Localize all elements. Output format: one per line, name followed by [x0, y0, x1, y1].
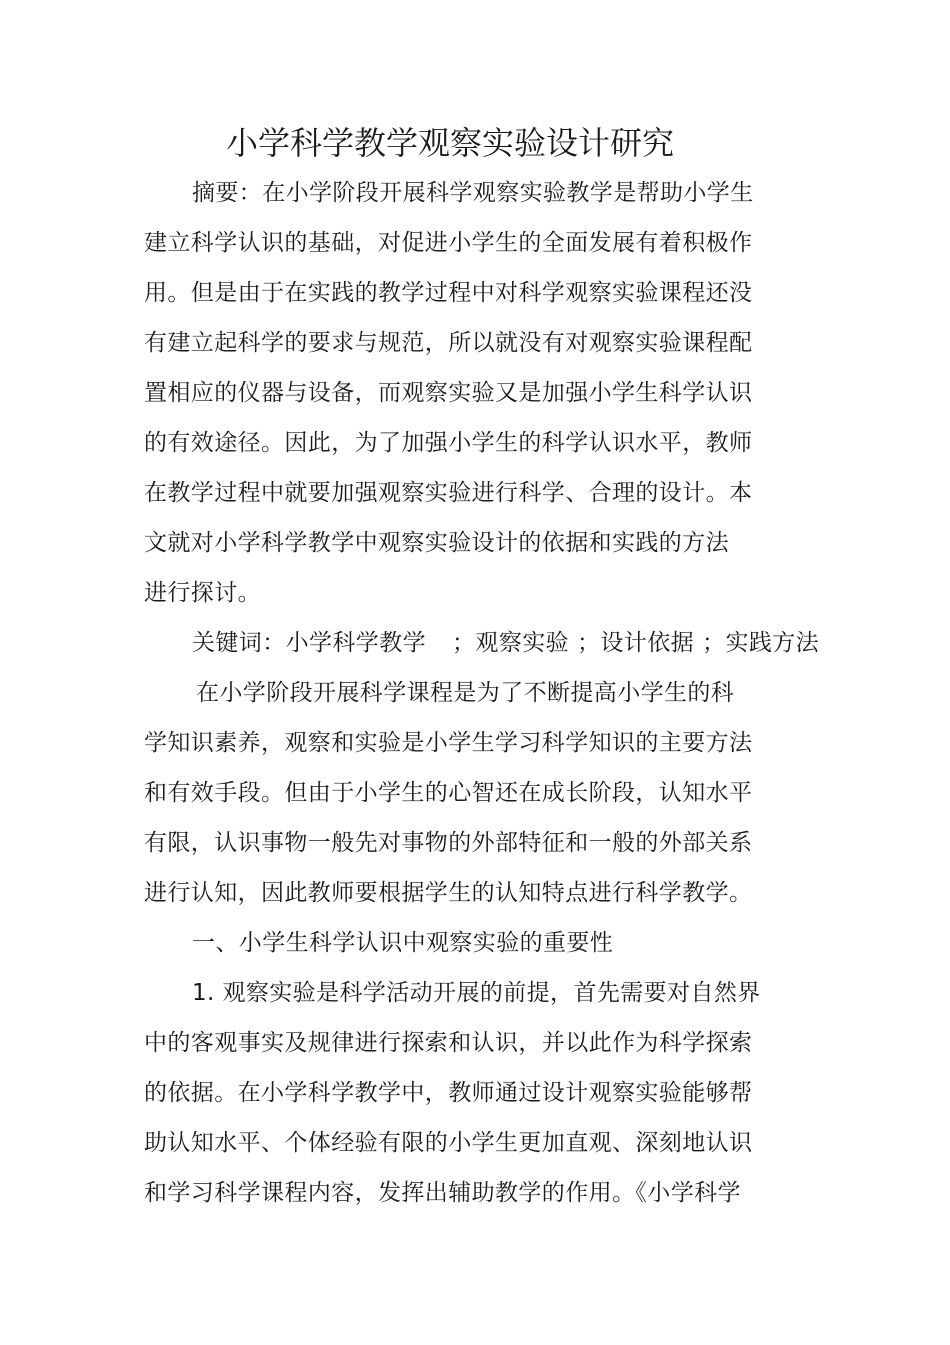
abstract-line: 摘要：在小学阶段开展科学观察实验教学是帮助小学生	[192, 180, 754, 206]
keyword-item: 小学科学教学	[285, 630, 427, 656]
keyword-separator: ；	[702, 630, 726, 656]
body-line: 的依据。在小学科学教学中，教师通过设计观察实验能够帮	[144, 1080, 753, 1106]
keyword-separator: ；	[452, 630, 476, 656]
section-heading: 一、小学生科学认识中观察实验的重要性	[192, 930, 614, 956]
document-title: 小学科学教学观察实验设计研究	[225, 124, 674, 162]
keyword-separator: ；	[577, 630, 601, 656]
keywords-line	[192, 626, 819, 660]
body-line: 和学习科学课程内容，发挥出辅助教学的作用。《小学科学	[144, 1180, 741, 1206]
body-line: 1. 观察实验是科学活动开展的前提，首先需要对自然界	[192, 980, 761, 1006]
abstract-line: 有建立起科学的要求与规范，所以就没有对观察实验课程配	[144, 330, 753, 356]
body-line: 中的客观事实及规律进行探索和认识，并以此作为科学探索	[144, 1030, 753, 1056]
body-line: 在小学阶段开展科学课程是为了不断提高小学生的科	[196, 680, 735, 706]
body-line: 和有效手段。但由于小学生的心智还在成长阶段，认知水平	[144, 780, 753, 806]
keyword-item: 设计依据	[600, 630, 695, 656]
abstract-line: 建立科学认识的基础，对促进小学生的全面发展有着积极作	[144, 230, 753, 256]
body-line: 有限，认识事物一般先对事物的外部特征和一般的外部关系	[144, 830, 753, 856]
abstract-line: 的有效途径。因此，为了加强小学生的科学认识水平，教师	[144, 430, 753, 456]
abstract-line: 进行探讨。	[144, 580, 261, 606]
keywords-label: 关键词：	[192, 630, 286, 656]
body-line: 进行认知，因此教师要根据学生的认知特点进行科学教学。	[144, 880, 753, 906]
abstract-line: 置相应的仪器与设备，而观察实验又是加强小学生科学认识	[144, 380, 753, 406]
body-line: 助认知水平、个体经验有限的小学生更加直观、深刻地认识	[144, 1130, 753, 1156]
body-line: 学知识素养，观察和实验是小学生学习科学知识的主要方法	[144, 730, 753, 756]
abstract-line: 文就对小学科学教学中观察实验设计的依据和实践的方法	[144, 530, 729, 556]
keyword-item: 实践方法	[725, 630, 820, 656]
keyword-item: 观察实验	[475, 630, 570, 656]
abstract-line: 在教学过程中就要加强观察实验进行科学、合理的设计。本	[144, 480, 753, 506]
abstract-line: 用。但是由于在实践的教学过程中对科学观察实验课程还没	[144, 280, 753, 306]
